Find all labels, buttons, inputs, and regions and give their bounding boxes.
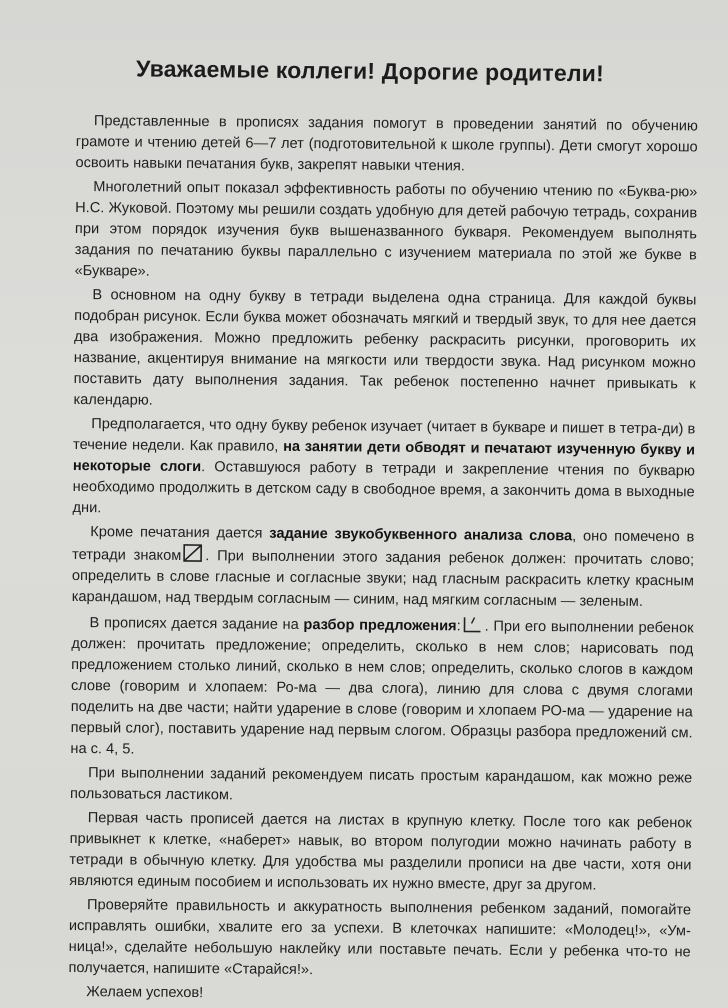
body-text: [68, 111, 698, 1008]
paragraph-sentence-analysis-bold: разбор предложения: [303, 617, 457, 635]
paragraph-intro: Представленные в прописях задания помогут в проведении занятий по обучению грамоте и чтению детей 6—7 лет (подготовительной к школе группы). Дети смогут хорошо освоить навыки печатания букв, закрепят навыки чтения.: [75, 113, 698, 175]
sound-analysis-sign-icon: [183, 544, 203, 563]
paragraph-weekly-plan-text-2: . Оставшуюся работу в тетради и закрепление чтения по букварю необходимо продолжить в детском саду в свободное время, а закончить дома в выходные дни.: [72, 459, 695, 517]
paragraph-grid: Первая часть прописей дается на листах в крупную клетку. После того как ребенок привыкнет к клетке, «наберет» навык, во втором полугодии можно начинать работу в тетради в обычную клетку. Для удобства мы разделили прописи на две части, хотя они являются единым пособием и использовать их нужно вместе, друг за другом.: [69, 810, 692, 894]
paragraph-sound-analysis-text-2: , оно помечено в тетради знаком: [72, 528, 695, 564]
paragraph-sentence-analysis-colon: :: [456, 618, 461, 635]
paragraph-letter-page: В основном на одну букву в тетради выделена одна страница. Для каждой буквы подобран рисунок. Если буква может обозначать мягкий и твердый звук, то для нее дается два изображения. Можно предложить ребенку раскрасить рисунки, проговорить их название, акцентируя внимание на мягкости или твердости звука. Над рисунком можно поставить дату выполнения задания. Так ребенок постепенно начнет привыкать к календарю.: [73, 287, 697, 409]
paragraph-pencil: При выполнении заданий рекомендуем писать простым карандашом, как можно реже пользоваться ластиком.: [69, 765, 693, 804]
paragraph-sentence-analysis: [70, 611, 693, 765]
paragraph-wishes: Желаем успехов!: [86, 984, 204, 1002]
paragraph-experience: Многолетний опыт показал эффективность работы по обучению чтению по «Буква-рю» Н.С. Жуковой. Поэтому мы решили создать удобную для детей рабочую тетрадь, сохранив при этом порядок изучения букв вышеназванного букваря. Рекомендуем выполнять задания по печатанию буквы параллельно с изучением материала по этой же букве в «Букваре».: [74, 179, 698, 280]
paragraph-sound-analysis-text-1: Кроме печатания дается: [90, 524, 270, 542]
paragraph-sound-analysis-text-3: . При выполнении этого задания ребенок должен: прочитать слово; определить в слове гласные и согласные звуки; над гласным раскрасить клетку красным карандашом, над твердым согласным — синим, над мягким согласным — зеленым.: [71, 548, 695, 610]
paragraph-praise: Проверяйте правильность и аккуратность выполнения ребенком заданий, помогайте исправлять ошибки, хвалите его за успехи. В клеточках напишите: «Молодец!», «Ум-ница!», сделайте небольшую наклейку или поставьте печать. Если у ребенка что-то не получается, напишите «Старайся!».: [68, 897, 692, 979]
paragraph-weekly-plan: [72, 414, 695, 524]
sentence-analysis-sign-icon: [463, 614, 483, 633]
paragraph-sentence-analysis-text-1: В прописях дается задание на: [89, 615, 304, 634]
paragraph-weekly-plan-bold: на занятии дети обводят и печатают изученную букву и некоторые слоги: [72, 438, 696, 476]
paragraph-sound-analysis: [72, 522, 695, 613]
page-title: Уважаемые коллеги! Дорогие родители!: [135, 55, 605, 87]
paragraph-sound-analysis-bold: задание звукобуквенного анализа слова: [269, 525, 573, 545]
paragraph-weekly-plan-text-1: Предполагается, что одну букву ребенок изучает (читает в букваре и пишет в тетра-ди) в течение недели. Как правило,: [73, 416, 696, 455]
paragraph-sentence-analysis-text-2: . При его выполнении ребенок должен: прочитать предложение; определить, сколько в нем слов; нарисовать под предложением столько линий, сколько в нем слов; определить, сколько слогов в каждом слове (говорим и хлопаем: Ро-ма — два слога), линию для слова с двумя слогами поделить на две части; найти ударение в слове (говорим и хлопаем РО-ма — ударение на первый слог), поставить ударение над первым слогом. Образцы разбора предложений см. на с. 4, 5.: [70, 618, 694, 758]
